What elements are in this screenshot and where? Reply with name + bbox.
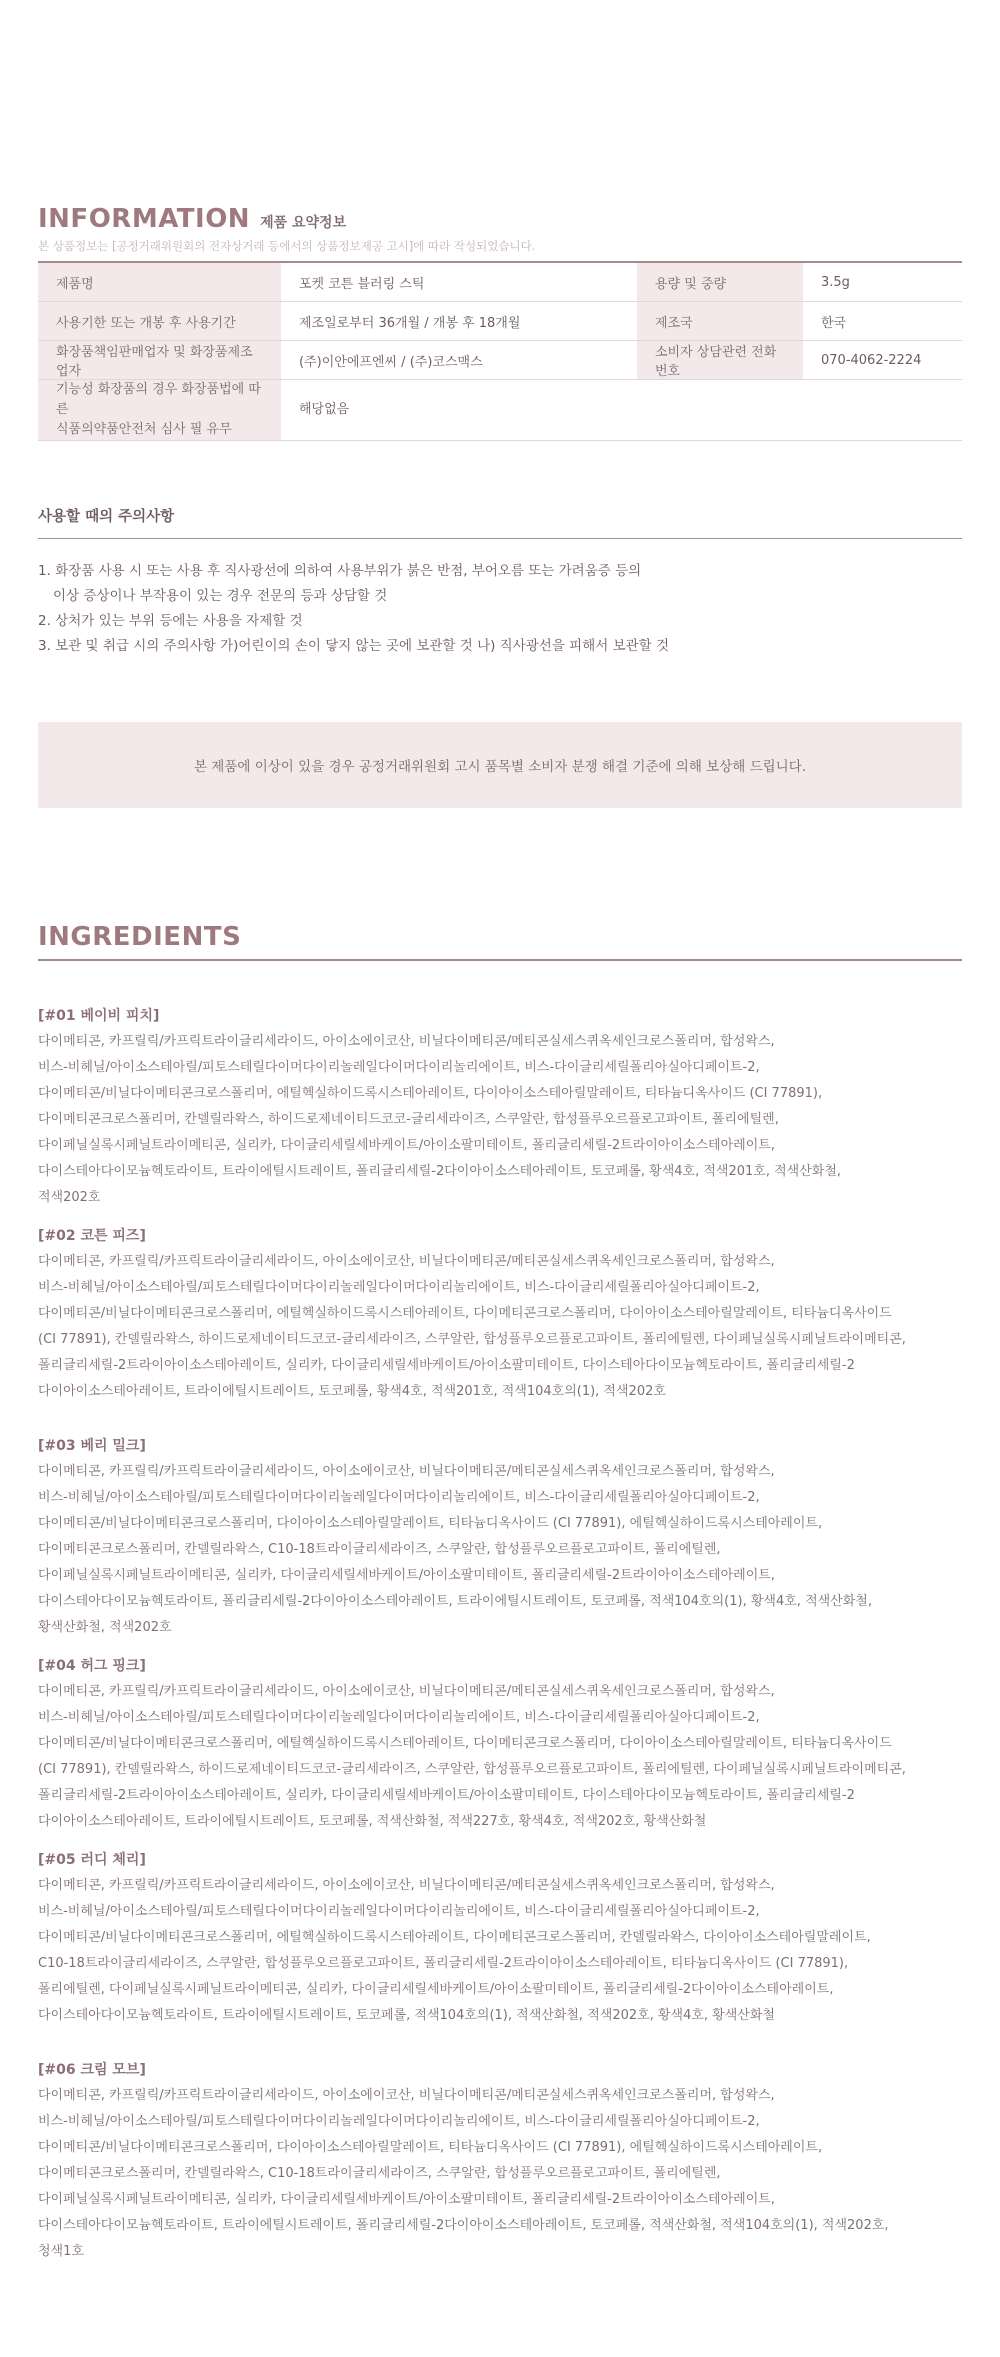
information-title-row <box>38 204 962 234</box>
shade-name: [#06 크림 모브] <box>38 2062 146 2078</box>
compensation-notice-text: 본 제품에 이상이 있을 경우 공정거래위원회 고시 품목별 소비자 분쟁 해결 기준에 의해 보상해 드립니다. <box>193 759 807 775</box>
row-label: 제품명 <box>38 263 281 302</box>
row-value: 한국 <box>803 302 962 341</box>
information-subtitle: 제품 요약정보 <box>260 215 347 231</box>
caution-item-continued: 이상 증상이나 부작용이 있는 경우 전문의 등과 상담할 것 <box>53 588 388 604</box>
caution-divider <box>38 538 962 539</box>
ingredients-divider <box>38 959 962 961</box>
caution-item: 1. 화장품 사용 시 또는 사용 후 직사광선에 의하여 사용부위가 붉은 반점, 부어오름 또는 가려움증 등의 <box>38 563 642 579</box>
shade-name: [#01 베이비 피치] <box>38 1008 160 1024</box>
ingredients-title: INGREDIENTS <box>38 922 242 952</box>
table-row <box>38 380 962 441</box>
row-label: 제조국 <box>637 302 803 341</box>
table-row <box>38 341 962 380</box>
caution-section <box>38 505 962 659</box>
ingredient-text: 다이메티콘, 카프릴릭/카프릭트라이글리세라이드, 아이소에이코산, 비닐다이메티콘/메티콘실세스퀴옥세인크로스폴리머, 합성왁스, 비스-비헤닐/아이소스테아릴/피토스테릴다이머다이리놀레일다이머다이리놀리에이트, 비스-다이글리세릴폴리아실아디페이트-2, 다이메티콘/비닐다이메티콘크로스폴리머, 다이아이소스테아릴말레이트, 티타늄디옥사이드 (CI 77891), 에틸헥실하이드록시스테아레이트, 다이메티콘크로스폴리머, 칸델릴라왁스, C10-18트라이글리세라이즈, 스쿠알란, 합성플루오르플로고파이트, 폴리에틸렌, 다이페닐실록시페닐트라이메티콘, 실리카, 다이글리세릴세바케이트/아이소팔미테이트, 폴리글리세릴-2트라이아이소스테아레이트, 다이스테아다이모늄헥토라이트, 트라이에틸시트레이트, 폴리글리세릴-2다이아이소스테아레이트, 토코페롤, 적색산화철, 적색104호의(1), 적색202호, 청색1호 <box>38 2088 889 2259</box>
product-info-table <box>38 263 962 441</box>
ingredient-text: 다이메티콘, 카프릴릭/카프릭트라이글리세라이드, 아이소에이코산, 비닐다이메티콘/메티콘실세스퀴옥세인크로스폴리머, 합성왁스, 비스-비헤닐/아이소스테아릴/피토스테릴다이머다이리놀레일다이머다이리놀리에이트, 비스-다이글리세릴폴리아실아디페이트-2, 다이메티콘/비닐다이메티콘크로스폴리머, 에틸헥실하이드록시스테아레이트, 다이메티콘크로스폴리머, 다이아이소스테아릴말레이트, 티타늄디옥사이드 (CI 77891), 칸델릴라왁스, 하이드로제네이티드코코-글리세라이즈, 스쿠알란, 합성플루오르플로고파이트, 폴리에틸렌, 다이페닐실록시페닐트라이메티콘, 폴리글리세릴-2트라이아이소스테아레이트, 실리카, 다이글리세릴세바케이트/아이소팔미테이트, 다이스테아다이모늄헥토라이트, 폴리글리세릴-2 다이아이소스테아레이트, 트라이에틸시트레이트, 토코페롤, 적색산화철, 적색227호, 황색4호, 적색202호, 황색산화철 <box>38 1684 906 1829</box>
table-row <box>38 302 962 341</box>
caution-item: 3. 보관 및 취급 시의 주의사항 가)어린이의 손이 닿지 않는 곳에 보관할 것 나) 직사광선을 피해서 보관할 것 <box>38 638 670 654</box>
row-value: 3.5g <box>803 263 962 302</box>
ingredient-block <box>38 1653 962 1835</box>
ingredient-text: 다이메티콘, 카프릴릭/카프릭트라이글리세라이드, 아이소에이코산, 비닐다이메티콘/메티콘실세스퀴옥세인크로스폴리머, 합성왁스, 비스-비헤닐/아이소스테아릴/피토스테릴다이머다이리놀레일다이머다이리놀리에이트, 비스-다이글리세릴폴리아실아디페이트-2, 다이메티콘/비닐다이메티콘크로스폴리머, 에틸헥실하이드록시스테아레이트, 다이메티콘크로스폴리머, 다이아이소스테아릴말레이트, 티타늄디옥사이드 (CI 77891), 칸델릴라왁스, 하이드로제네이티드코코-글리세라이즈, 스쿠알란, 합성플루오르플로고파이트, 폴리에틸렌, 다이페닐실록시페닐트라이메티콘, 폴리글리세릴-2트라이아이소스테아레이트, 실리카, 다이글리세릴세바케이트/아이소팔미테이트, 다이스테아다이모늄헥토라이트, 폴리글리세릴-2 다이아이소스테아레이트, 트라이에틸시트레이트, 토코페롤, 황색4호, 적색201호, 적색104호의(1), 적색202호 <box>38 1254 906 1399</box>
ingredient-text: 다이메티콘, 카프릴릭/카프릭트라이글리세라이드, 아이소에이코산, 비닐다이메티콘/메티콘실세스퀴옥세인크로스폴리머, 합성왁스, 비스-비헤닐/아이소스테아릴/피토스테릴다이머다이리놀레일다이머다이리놀리에이트, 비스-다이글리세릴폴리아실아디페이트-2, 다이메티콘/비닐다이메티콘크로스폴리머, 에틸헥실하이드록시스테아레이트, 다이메티콘크로스폴리머, 칸델릴라왁스, 다이아이소스테아릴말레이트, C10-18트라이글리세라이즈, 스쿠알란, 합성플루오르플로고파이트, 폴리글리세릴-2트라이아이소스테아레이트, 티타늄디옥사이드 (CI 77891), 폴리에틸렌, 다이페닐실록시페닐트라이메티콘, 실리카, 다이글리세릴세바케이트/아이소팔미테이트, 폴리글리세릴-2다이아이소스테아레이트, 다이스테아다이모늄헥토라이트, 트라이에틸시트레이트, 토코페롤, 적색104호의(1), 적색산화철, 적색202호, 황색4호, 황색산화철 <box>38 1878 871 2023</box>
ingredients-list <box>38 1003 962 2265</box>
row-label: 사용기한 또는 개봉 후 사용기간 <box>38 302 281 341</box>
ingredient-block <box>38 1847 962 2029</box>
information-notice: 본 상품정보는 [공정거래위원회의 전자상거래 등에서의 상품정보제공 고시]에 따라 작성되었습니다. <box>38 239 536 253</box>
shade-name: [#04 허그 핑크] <box>38 1658 146 1674</box>
ingredients-section <box>38 922 962 2277</box>
ingredient-text: 다이메티콘, 카프릴릭/카프릭트라이글리세라이드, 아이소에이코산, 비닐다이메티콘/메티콘실세스퀴옥세인크로스폴리머, 합성왁스, 비스-비헤닐/아이소스테아릴/피토스테릴다이머다이리놀레일다이머다이리놀리에이트, 비스-다이글리세릴폴리아실아디페이트-2, 다이메티콘/비닐다이메티콘크로스폴리머, 다이아이소스테아릴말레이트, 티타늄디옥사이드 (CI 77891), 에틸헥실하이드록시스테아레이트, 다이메티콘크로스폴리머, 칸델릴라왁스, C10-18트라이글리세라이즈, 스쿠알란, 합성플루오르플로고파이트, 폴리에틸렌, 다이페닐실록시페닐트라이메티콘, 실리카, 다이글리세릴세바케이트/아이소팔미테이트, 폴리글리세릴-2트라이아이소스테아레이트, 다이스테아다이모늄헥토라이트, 폴리글리세릴-2다이아이소스테아레이트, 트라이에틸시트레이트, 토코페롤, 적색104호의(1), 황색4호, 적색산화철, 황색산화철, 적색202호 <box>38 1464 872 1635</box>
row-value: 070-4062-2224 <box>803 341 962 380</box>
row-label: 기능성 화장품의 경우 화장품법에 따른 식품의약품안전처 심사 필 유무 <box>38 380 281 441</box>
row-label: 용량 및 중량 <box>637 263 803 302</box>
ingredient-block <box>38 1433 962 1641</box>
caution-title: 사용할 때의 주의사항 <box>38 509 175 525</box>
shade-name: [#05 러디 체리] <box>38 1852 146 1868</box>
compensation-notice-box <box>38 722 962 808</box>
ingredient-text: 다이메티콘, 카프릴릭/카프릭트라이글리세라이드, 아이소에이코산, 비닐다이메티콘/메티콘실세스퀴옥세인크로스폴리머, 합성왁스, 비스-비헤닐/아이소스테아릴/피토스테릴다이머다이리놀레일다이머다이리놀리에이트, 비스-다이글리세릴폴리아실아디페이트-2, 다이메티콘/비닐다이메티콘크로스폴리머, 에틸헥실하이드록시스테아레이트, 다이아이소스테아릴말레이트, 티타늄디옥사이드 (CI 77891), 다이메티콘크로스폴리머, 칸델릴라왁스, 하이드로제네이티드코코-글리세라이즈, 스쿠알란, 합성플루오르플로고파이트, 폴리에틸렌, 다이페닐실록시페닐트라이메티콘, 실리카, 다이글리세릴세바케이트/아이소팔미테이트, 폴리글리세릴-2트라이아이소스테아레이트, 다이스테아다이모늄헥토라이트, 트라이에틸시트레이트, 폴리글리세릴-2다이아이소스테아레이트, 토코페롤, 황색4호, 적색201호, 적색산화철, 적색202호 <box>38 1034 842 1205</box>
ingredient-block <box>38 1003 962 1211</box>
table-row <box>38 263 962 302</box>
row-label: 소비자 상담관련 전화번호 <box>637 341 803 380</box>
row-value: 해당없음 <box>281 380 962 441</box>
information-section <box>38 204 962 441</box>
ingredient-block <box>38 1223 962 1405</box>
caution-item: 2. 상처가 있는 부위 등에는 사용을 자제할 것 <box>38 613 303 629</box>
row-label: 화장품책임판매업자 및 화장품제조업자 <box>38 341 281 380</box>
ingredient-block <box>38 2057 962 2265</box>
row-value: 제조일로부터 36개월 / 개봉 후 18개월 <box>281 302 637 341</box>
row-value: (주)이안에프엔씨 / (주)코스맥스 <box>281 341 637 380</box>
shade-name: [#02 코튼 피즈] <box>38 1228 146 1244</box>
row-value: 포켓 코튼 블러링 스틱 <box>281 263 637 302</box>
information-title: INFORMATION <box>38 204 251 234</box>
shade-name: [#03 베리 밀크] <box>38 1438 146 1454</box>
caution-list <box>38 559 962 659</box>
